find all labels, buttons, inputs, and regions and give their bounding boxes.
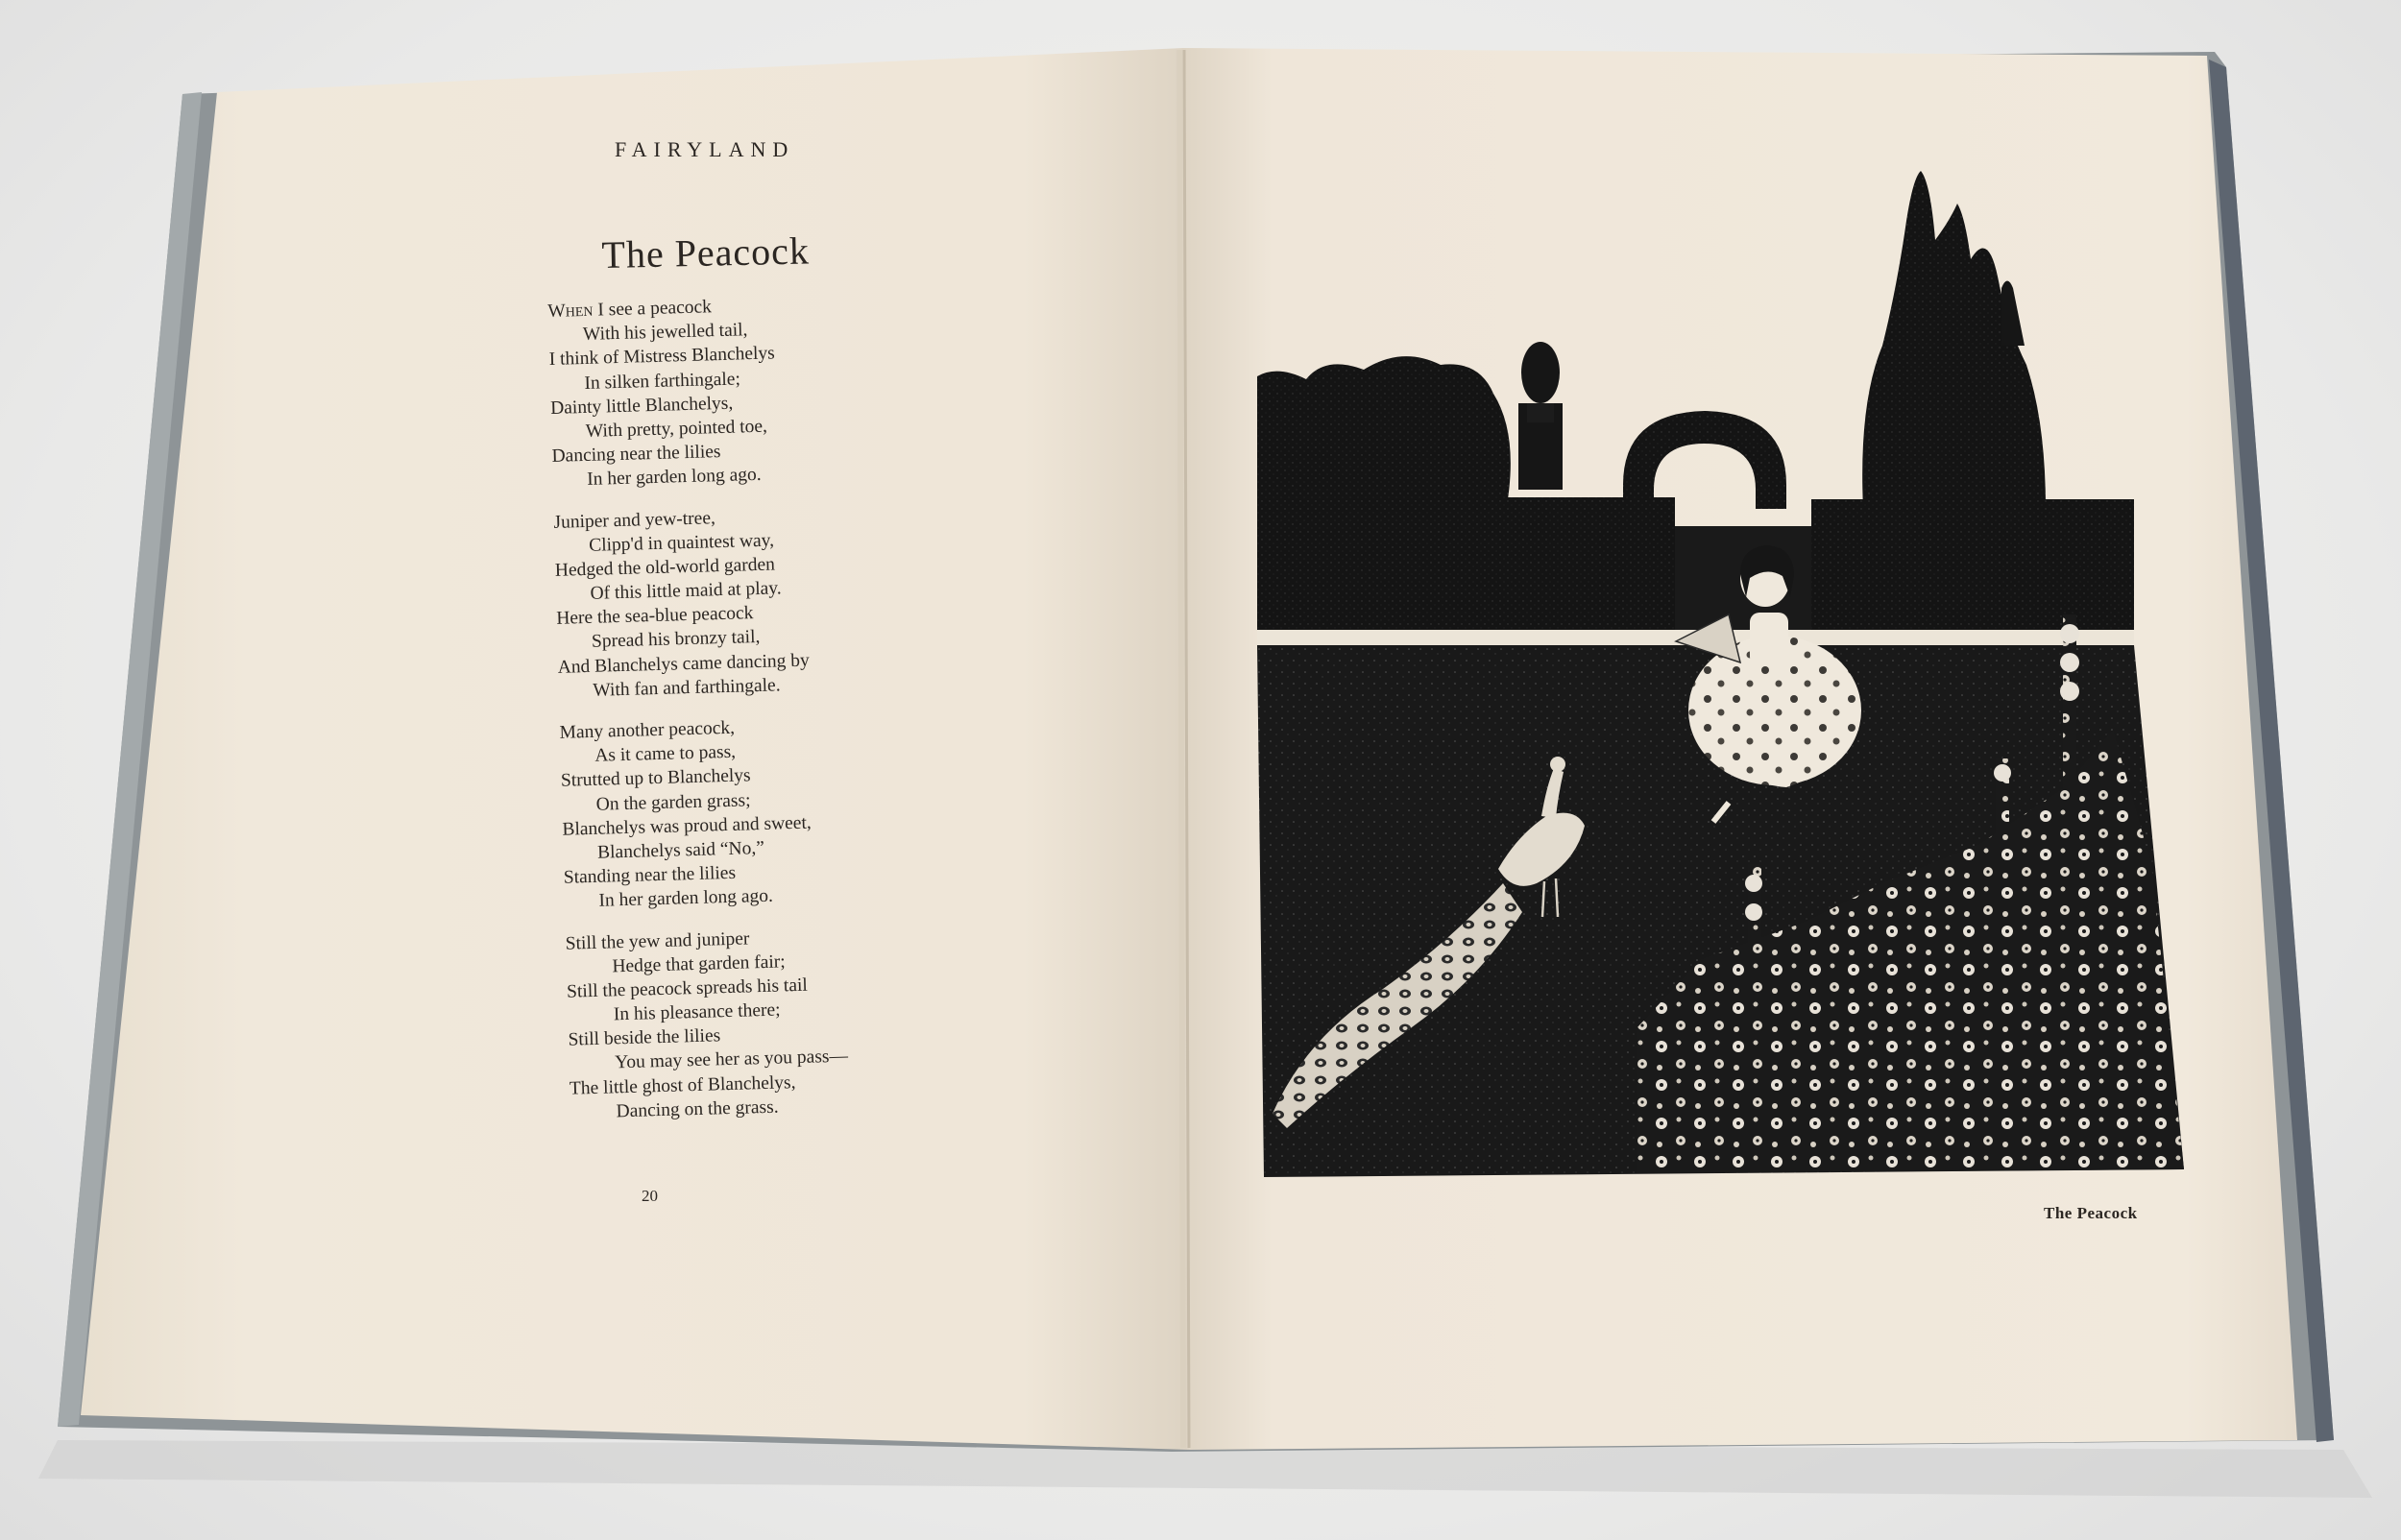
poem-line: With his jewelled tail,	[582, 320, 748, 346]
poem-line: Hedged the old-world garden	[554, 554, 776, 581]
poem-line: The little ghost of Blanchelys,	[569, 1071, 796, 1099]
poem-line: Juniper and yew-tree,	[553, 507, 716, 533]
poem-line: Of this little maid at play.	[590, 578, 782, 604]
poem-line: Dainty little Blanchelys,	[549, 393, 734, 419]
stanza-1	[547, 289, 917, 493]
poem-line: Strutted up to Blanchelys	[560, 765, 751, 792]
stanza-4	[565, 922, 934, 1125]
poem-line: Dancing near the lilies	[551, 442, 721, 468]
poem-line: Blanchelys was proud and sweet,	[562, 812, 812, 840]
running-head: FAIRYLAND	[615, 137, 795, 161]
poem-line: Still the peacock spreads his tail	[566, 975, 809, 1002]
poem-line: As it came to pass,	[594, 741, 737, 766]
drop-word: When	[547, 300, 594, 322]
poem-line: Many another peacock,	[559, 717, 736, 743]
poem-line: In her garden long ago.	[586, 465, 762, 491]
page-number: 20	[642, 1187, 658, 1205]
poem-line: Here the sea-blue peacock	[555, 603, 754, 630]
poem-title: The Peacock	[601, 229, 811, 277]
stanza-2	[553, 500, 923, 704]
poem-body	[547, 289, 935, 1142]
stanza-3	[559, 710, 929, 914]
poem-line: In her garden long ago.	[598, 886, 774, 912]
poem-line: Spread his bronzy tail,	[591, 627, 761, 653]
poem-line: Standing near the lilies	[563, 862, 737, 888]
poem-line: In silken farthingale;	[584, 368, 741, 394]
poem-line: Dancing on the grass.	[616, 1096, 779, 1122]
poem-line: Still the yew and juniper	[565, 927, 750, 954]
topiary-tree	[1518, 342, 1563, 490]
poem-line: On the garden grass;	[595, 789, 751, 815]
poem-line: Blanchelys said “No,”	[596, 837, 765, 863]
poem-line: With pretty, pointed toe,	[585, 416, 768, 442]
poem-line: Hedge that garden fair;	[612, 951, 786, 977]
poem-line: When I see a peacock	[547, 297, 713, 322]
poem-line: Still beside the lilies	[568, 1025, 721, 1050]
poem-line: In his pleasance there;	[613, 999, 781, 1025]
plate-caption: The Peacock	[2044, 1204, 2138, 1222]
poem-line: Clipp'd in quaintest way,	[588, 530, 775, 556]
poem-line: You may see her as you pass—	[614, 1047, 849, 1073]
poem-line: With fan and farthingale.	[593, 675, 781, 701]
poem-line: And Blanchelys came dancing by	[557, 650, 810, 678]
poem-line: I think of Mistress Blanchelys	[548, 343, 776, 371]
